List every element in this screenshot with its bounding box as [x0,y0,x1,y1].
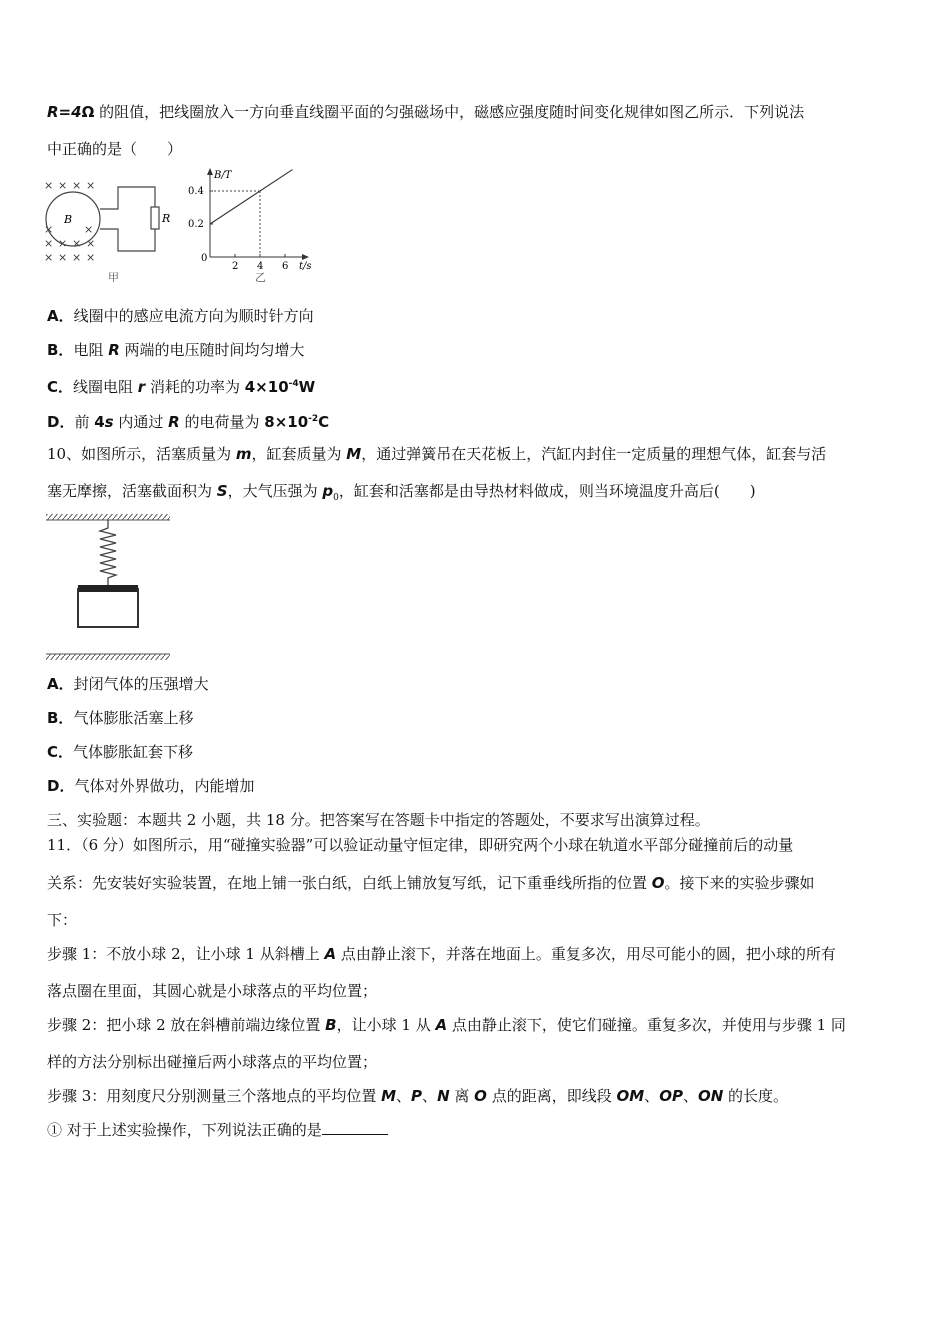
svg-text:×: × [58,251,68,264]
text: 步骤 1：不放小球 2，让小球 1 从斜槽上 [47,945,325,963]
q9-option-c [47,374,315,397]
var-OM: OM [616,1087,645,1105]
figure-yi-caption: 乙 [255,271,266,284]
text: 、 [422,1087,438,1105]
y-axis-arrow [207,168,213,175]
charge-unit: C [318,413,330,431]
option-label: B． [47,709,74,727]
var-r: R [108,341,120,359]
svg-text:×: × [72,237,82,250]
q11-line1: 11．（6 分）如图所示，用“碰撞实验器”可以验证动量守恒定律，即研究两个小球在轨道水平部分碰撞前后的动量 [47,836,794,854]
resistor-label: R [162,212,171,225]
option-text: 两端的电压随时间均匀增大 [119,341,305,359]
x-axis-label: t/s [299,261,312,272]
text: 离 [449,1087,475,1105]
text: 塞无摩擦，活塞截面积为 [47,482,217,500]
power-unit: W [298,378,316,396]
option-text: 线圈电阻 [73,378,138,396]
cylinder-sleeve [78,588,138,627]
svg-text:×: × [44,237,54,250]
var-O: O [474,1087,487,1105]
x-tick-label: 6 [282,261,289,272]
text: 点由静止滚下，并落在地面上。重复多次，用尽可能小的圆，把小球的所有 [336,945,836,963]
var-A: A [435,1016,448,1034]
q9-option-a [47,306,314,326]
x-tick-label: 2 [232,261,239,272]
q11-step1-line2: 落点圈在里面，其圆心就是小球落点的平均位置； [47,982,378,1000]
q10-option-b [47,708,193,728]
var-N: N [437,1087,450,1105]
power-value: 4×10 [244,378,289,396]
text: 步骤 3：用刻度尺分别测量三个落地点的平均位置 [47,1087,382,1105]
figure-cylinder [44,512,174,662]
svg-text:×: × [72,251,82,264]
q10-line1 [47,444,826,464]
svg-text:×: × [86,237,96,250]
option-label: D． [47,777,75,795]
charge-exponent: -2 [308,414,319,424]
figure-jia [40,175,180,290]
text: 步骤 2：把小球 2 放在斜槽前端边缘位置 [47,1016,326,1034]
q9-intro-text: 的阻值，把线圈放入一方向垂直线圈平面的匀强磁场中，磁感应强度随时间变化规律如图乙所示．下列说法 [94,103,805,121]
time-value: 4 [94,413,105,431]
var-S: S [216,482,228,500]
var-M: M [346,445,362,463]
var-P: P [411,1087,423,1105]
option-label: B． [47,341,74,359]
option-label: A． [47,675,74,693]
y-tick-label: 0.2 [188,219,204,230]
text: 关系：先安装好实验装置，在地上铺一张白纸，白纸上铺放复写纸，记下重垂线所指的位置 [47,874,652,892]
svg-text:×: × [44,223,54,236]
power-exponent: -4 [288,379,299,389]
text: ，让小球 1 从 [336,1016,436,1034]
option-text: 气体膨胀活塞上移 [73,709,194,727]
var-p: p [322,482,334,500]
option-text: 的电荷量为 [179,413,265,431]
var-m: m [235,445,252,463]
option-text: 电阻 [73,341,109,359]
var-A: A [324,945,337,963]
svg-text:×: × [58,179,68,192]
option-text: 内通过 [113,413,169,431]
time-unit: s [104,413,114,431]
q9-option-d [47,409,329,432]
answer-blank[interactable] [322,1120,388,1135]
q10-option-d [47,776,254,796]
svg-text:×: × [86,251,96,264]
var-r: R [168,413,180,431]
var-OP: OP [659,1087,683,1105]
y-tick-label: 0.4 [188,186,204,197]
q10-line2 [47,481,756,508]
text: 点由静止滚下，使它们碰撞。重复多次，并使用与步骤 1 同 [447,1016,846,1034]
q11-step2-line2: 样的方法分别标出碰撞后两小球落点的平均位置； [47,1053,378,1071]
floor [46,654,170,660]
var-B: B [325,1016,337,1034]
q11-step2-line1 [47,1015,846,1035]
b-field-label: B [64,213,73,226]
option-text: 气体膨胀缸套下移 [73,743,194,761]
q11-step1-line1 [47,944,836,964]
q11-line3: 下： [47,911,78,929]
text: ① 对于上述实验操作，下列说法正确的是 [47,1121,322,1139]
text: ，大气压强为 [227,482,323,500]
option-text: 气体对外界做功，内能增加 [74,777,255,795]
q11-question [47,1120,388,1140]
var-M: M [381,1087,397,1105]
text: 。接下来的实验步骤如 [664,874,815,892]
option-label: D． [47,413,75,431]
y-axis-label: B/T [214,170,232,181]
q10-option-a [47,674,209,694]
q9-option-b [47,340,305,360]
text: 、 [396,1087,412,1105]
origin-label: 0 [201,253,208,264]
svg-text:×: × [44,179,54,192]
piston [78,585,138,592]
option-text: 前 [74,413,95,431]
text: ，缸套和活塞都是由导热材料做成，则当环境温度升高后( ) [338,482,756,500]
svg-text:×: × [58,237,68,250]
q9-ohm-unit: Ω [81,103,95,121]
q9-intro-line2: 中正确的是（ ） [47,140,183,158]
svg-text:×: × [86,179,96,192]
figure-yi-chart [185,165,325,290]
q11-step3 [47,1086,788,1106]
var-ON: ON [697,1087,724,1105]
section-heading: 三、实验题：本题共 2 小题，共 18 分。把答案写在答题卡中指定的答题处，不要求写出演算过程。 [47,811,710,829]
spring [100,520,116,585]
option-text: 封闭气体的压强增大 [73,675,209,693]
svg-text:×: × [84,223,94,236]
option-label: A． [47,307,74,325]
option-text: 消耗的功率为 [145,378,245,396]
q10-option-c [47,742,193,762]
resistor [151,207,159,229]
text: 、 [644,1087,660,1105]
text: ，通过弹簧吊在天花板上，汽缸内封住一定质量的理想气体，缸套与活 [361,445,827,463]
text: 点的距离，即线段 [486,1087,617,1105]
q11-line2 [47,873,815,893]
x-axis-arrow [302,254,309,260]
q9-intro-line1 [47,102,804,122]
circuit-wire [100,187,155,251]
var-p-sub: 0 [333,493,339,503]
charge-value: 8×10 [264,413,309,431]
var-O: O [651,874,665,892]
svg-text:×: × [44,251,54,264]
ceiling [46,514,170,520]
option-label: C． [47,743,74,761]
var-r-small: r [137,378,146,396]
text: 的长度。 [723,1087,789,1105]
svg-text:×: × [72,179,82,192]
q9-r-value: R=4 [47,103,82,121]
text: 、 [682,1087,698,1105]
text: ，缸套质量为 [251,445,347,463]
figure-jia-caption: 甲 [108,271,119,284]
x-tick-label: 4 [257,261,264,272]
option-text: 线圈中的感应电流方向为顺时针方向 [73,307,314,325]
option-label: C． [47,378,74,396]
text: 10、如图所示，活塞质量为 [47,445,236,463]
